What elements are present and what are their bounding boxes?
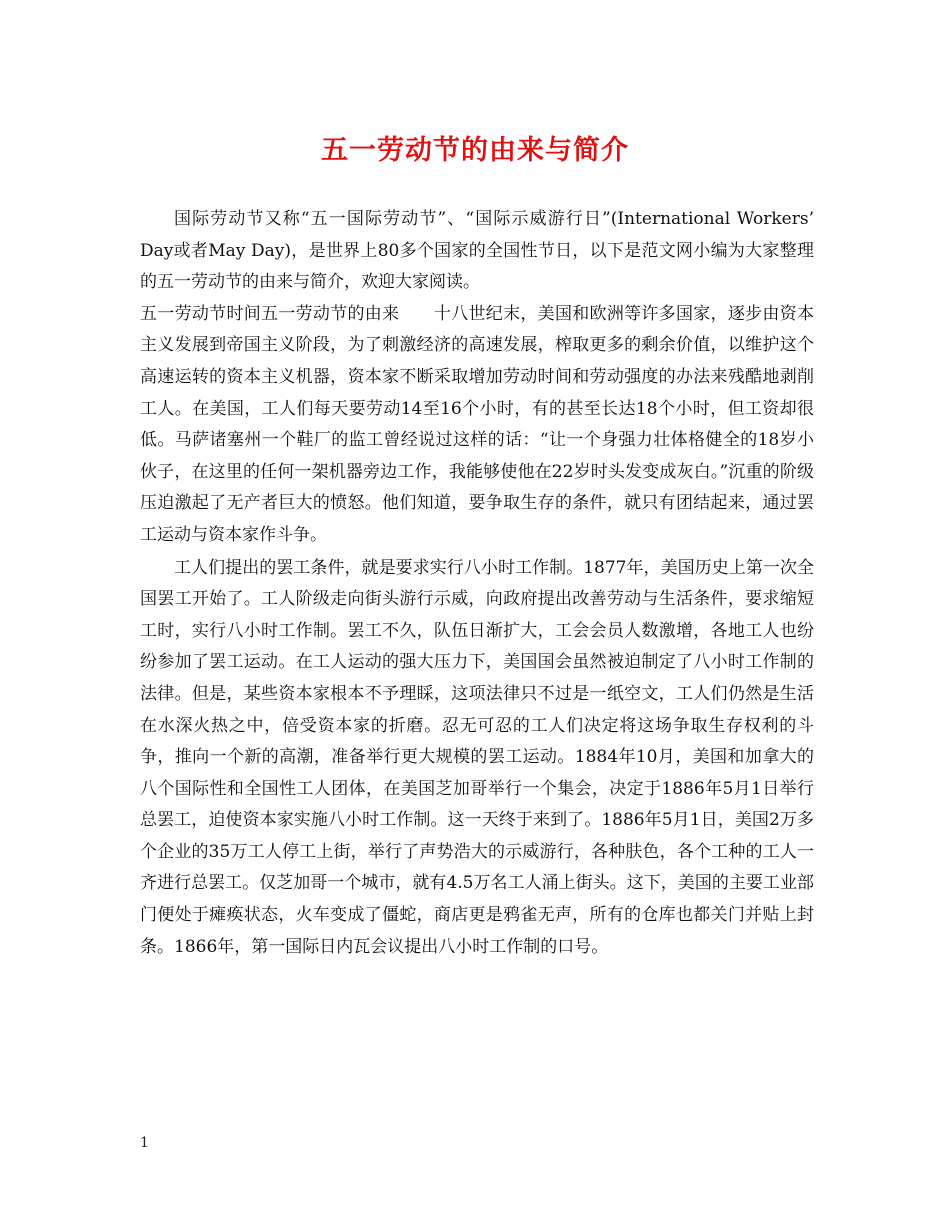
- document-title: 五一劳动节的由来与简介: [321, 135, 629, 166]
- paragraph-origin: 五一劳动节时间五一劳动节的由来 十八世纪末，美国和欧洲等许多国家，逐步由资本主义发展到帝国主义阶段，为了刺激经济的高速发展，榨取更多的剩余价值，以维护这个高速运转的资本主义机器，资本家不断采取增加劳动时间和劳动强度的办法来残酷地剥削工人。在美国，工人们每天要劳动14至16个小时，有的甚至长达18个小时，但工资却很低。马萨诸塞州一个鞋厂的监工曾经说过这样的话：“让一个身强力壮体格健全的18岁小伙子，在这里的任何一架机器旁边工作，我能够使他在22岁时头发变成灰白。”沉重的阶级压迫激起了无产者巨大的愤怒。他们知道，要争取生存的条件，就只有团结起来，通过罢工运动与资本家作斗争。: [140, 303, 814, 545]
- paragraph-strike: 工人们提出的罢工条件，就是要求实行八小时工作制。1877年，美国历史上第一次全国罢工开始了。工人阶级走向街头游行示威，向政府提出改善劳动与生活条件，要求缩短工时，实行八小时工作制。罢工不久，队伍日渐扩大，工会会员人数激增，各地工人也纷纷参加了罢工运动。在工人运动的强大压力下，美国国会虽然被迫制定了八小时工作制的法律。但是，某些资本家根本不予理睬，这项法律只不过是一纸空文，工人们仍然是生活在水深火热之中，倍受资本家的折磨。忍无可忍的工人们决定将这场争取生存权利的斗争，推向一个新的高潮，准备举行更大规模的罢工运动。1884年10月，美国和加拿大的八个国际性和全国性工人团体，在美国芝加哥举行一个集会，决定于1886年5月1日举行总罢工，迫使资本家实施八小时工作制。这一天终于来到了。1886年5月1日，美国2万多个企业的35万工人停工上街，举行了声势浩大的示威游行，各种肤色，各个工种的工人一齐进行总罢工。仅芝加哥一个城市，就有4.5万名工人涌上街头。这下，美国的主要工业部门便处于瘫痪状态，火车变成了僵蛇，商店更是鸦雀无声，所有的仓库也都关门并贴上封条。1866年，第一国际日内瓦会议提出八小时工作制的口号。: [140, 557, 814, 957]
- document-body: [140, 204, 814, 963]
- page-number: 1: [140, 1135, 149, 1151]
- paragraph-intro: 国际劳动节又称“五一国际劳动节”、“国际示威游行日”(International Workers’ Day或者May Day)，是世界上80多个国家的全国性节日，以下是范文网小编为大家整理的五一劳动节的由来与简介，欢迎大家阅读。: [140, 209, 814, 293]
